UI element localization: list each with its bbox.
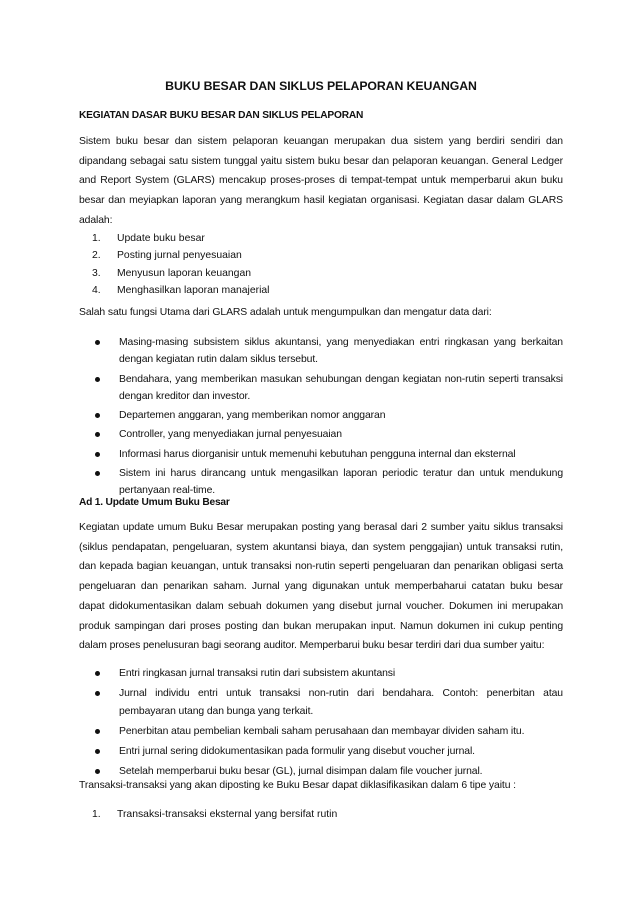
list-item: 3. Menyusun laporan keuangan [92,267,252,279]
bullet-icon [95,340,100,345]
list-item: Entri jurnal sering didokumentasikan pada formulir yang disebut voucher jurnal. [79,743,563,760]
list-item: Sistem ini harus dirancang untuk mengasilkan laporan periodic teratur dan untuk mendukung pertanyaan real-time. [79,465,563,500]
list-item: Penerbitan atau pembelian kembali saham perusahaan dan membayar dividen saham itu. [79,723,563,740]
list-item: 4. Menghasilkan laporan manajerial [92,284,270,296]
classification-intro: Transaksi-transaksi yang akan diposting ke Buku Besar dapat diklasifikasikan dalam 6 tipe yaitu : [79,780,516,791]
list-item: Jurnal individu entri untuk transaksi non-rutin dari bendahara. Contoh: penerbitan atau pembayaran utang dan bunga yang terkait. [79,685,563,720]
activities-list [79,230,270,299]
list-item: 1. Transaksi-transaksi eksternal yang bersifat rutin [92,809,338,820]
bullet-icon [95,691,100,696]
bullet-icon [95,452,100,457]
bullet-icon [95,729,100,734]
document-title: BUKU BESAR DAN SIKLUS PELAPORAN KEUANGAN [165,79,477,93]
list-item: 1. Update buku besar [92,233,205,244]
update-paragraph: Kegiatan update umum Buku Besar merupakan posting yang berasal dari 2 sumber yaitu siklus transaksi (siklus pendapatan, pengeluaran, system akuntansi biaya, dan system penggajian) untuk transaksi rutin, dan kepada bagian keuangan, untuk transaksi non-rutin seperti pengeluaran dan penarikan obligasi serta pengeluaran dan penarikan saham. Jurnal yang digunakan untuk memperbaharui catatan buku besar dapat didokumentasikan dalam sebuah dokumen yang disebut jurnal voucher. Dokumen ini merupakan produk sampingan dari proses posting dan bukan merupakan input. Namun dokumen ini cukup penting dalam proses penelusuran bagi seorang auditor. Memperbarui buku besar terdiri dari dua sumber yaitu: [79,522,563,652]
list-item: Bendahara, yang memberikan masukan sehubungan dengan kegiatan non-rutin seperti transaksi dengan kreditor dan investor. [79,371,563,406]
list-item: 2. Posting jurnal penyesuaian [92,250,242,262]
function-intro: Salah satu fungsi Utama dari GLARS adalah untuk mengumpulkan dan mengatur data dari: [79,307,492,318]
glars-sources-list [79,334,563,500]
bullet-icon [95,671,100,676]
bullet-icon [95,769,100,774]
list-item: Departemen anggaran, yang memberikan nomor anggaran [79,407,563,424]
list-item: Masing-masing subsistem siklus akuntansi, yang menyediakan entri ringkasan yang berkaitan dengan kegiatan rutin dalam siklus tersebut. [79,334,563,369]
gl-sources-list [79,665,563,781]
bullet-icon [95,413,100,418]
transaction-types-list [79,806,337,823]
bullet-icon [95,377,100,382]
list-item: Informasi harus diorganisir untuk memenuhi kebutuhan pengguna internal dan eksternal [79,446,563,463]
bullet-icon [95,432,100,437]
intro-paragraph: Sistem buku besar dan sistem pelaporan keuangan merupakan dua sistem yang berdiri sendiri dan dipandang sebagai satu sistem tunggal yaitu sistem buku besar dan pelaporan keuangan. General Ledger and Report System (GLARS) mencakup proses-proses di tempat-tempat untuk memperbarui akun buku besar dan meyiapkan laporan yang merangkum hasil kegiatan organisasi. Kegiatan dasar dalam GLARS adalah: [79,136,563,226]
list-item: Controller, yang menyediakan jurnal penyesuaian [79,426,563,443]
bullet-icon [95,749,100,754]
list-item: Setelah memperbarui buku besar (GL), jurnal disimpan dalam file voucher jurnal. [79,763,563,780]
section-heading-kegiatan-dasar: KEGIATAN DASAR BUKU BESAR DAN SIKLUS PELAPORAN [79,110,364,121]
list-item: Entri ringkasan jurnal transaksi rutin dari subsistem akuntansi [79,665,563,682]
bullet-icon [95,471,100,476]
section-heading-update-umum: Ad 1. Update Umum Buku Besar [79,497,230,508]
